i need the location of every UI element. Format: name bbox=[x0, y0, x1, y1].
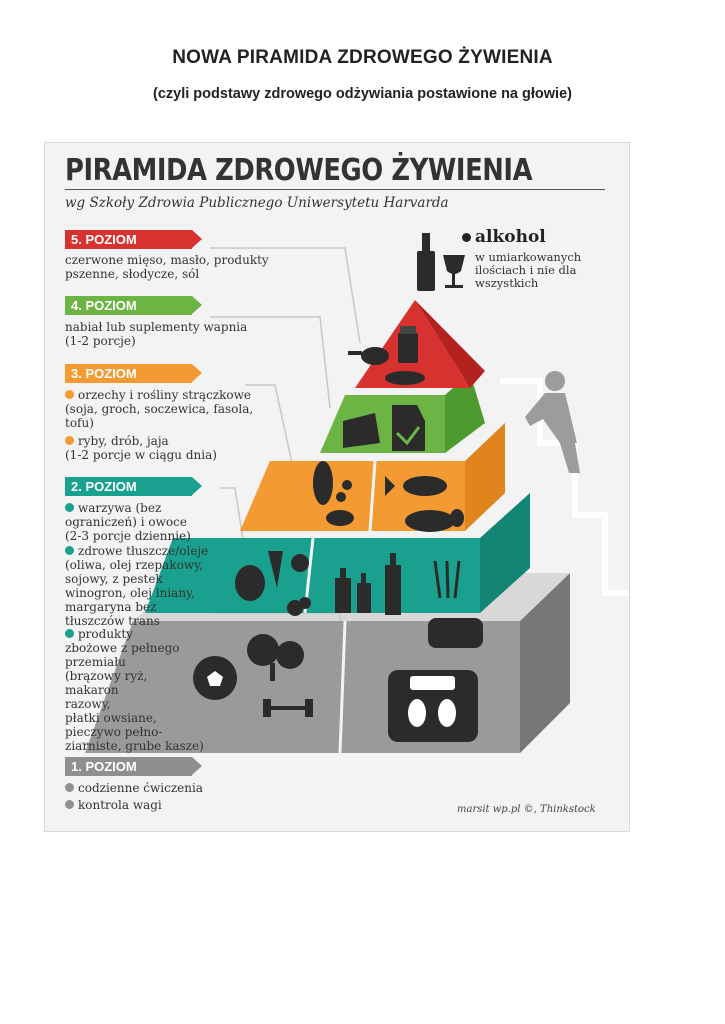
nuts-icon bbox=[326, 510, 354, 526]
level2-item-fats: zdrowe tłuszcze/oleje (oliwa, olej rzepakowy, sojowy, z pestek winogron, olej lniany, margaryna bez tłuszczów trans bbox=[65, 544, 209, 628]
bullet-icon bbox=[65, 503, 74, 512]
alcohol-title: alkohol bbox=[462, 227, 546, 247]
bullet-icon bbox=[65, 390, 74, 399]
level5-label: 5. POZIOM bbox=[71, 232, 137, 247]
image-credit: marsit wp.pl ©, Thinkstock bbox=[457, 804, 596, 815]
infographic-panel bbox=[44, 142, 630, 832]
level3-tag bbox=[65, 364, 192, 383]
title-divider bbox=[65, 189, 605, 190]
chocolate-icon bbox=[398, 326, 418, 363]
level4-label: 4. POZIOM bbox=[71, 298, 137, 313]
level1-label: 1. POZIOM bbox=[71, 759, 137, 774]
level1-items: codzienne ćwiczenia kontrola wagi bbox=[65, 781, 203, 812]
level4-text: nabiał lub suplementy wapnia (1-2 porcje) bbox=[65, 320, 248, 348]
wine-glass-icon bbox=[443, 255, 465, 288]
infographic-subtitle: wg Szkoły Zdrowia Publicznego Uniwersytetu Harvarda bbox=[65, 195, 449, 211]
bathroom-scale-icon bbox=[388, 670, 478, 742]
level3-label: 3. POZIOM bbox=[71, 366, 137, 381]
level1-tag bbox=[65, 757, 192, 776]
alcohol-text: w umiarkowanych ilościach i nie dla wszystkich bbox=[475, 250, 582, 290]
level3-item-nuts: orzechy i rośliny strączkowe (soja, groch, soczewica, fasola, tofu) bbox=[65, 388, 254, 430]
bullet-icon bbox=[65, 546, 74, 555]
bread-slice-icon bbox=[428, 618, 483, 648]
bullet-icon bbox=[65, 800, 74, 809]
bread-loaf-icon bbox=[385, 371, 425, 385]
page-title: NOWA PIRAMIDA ZDROWEGO ŻYWIENIA bbox=[172, 47, 553, 68]
bullet-icon bbox=[462, 233, 471, 242]
page-subtitle: (czyli podstawy zdrowego odżywiania postawione na głowie) bbox=[153, 86, 572, 102]
wine-bottle-icon bbox=[417, 233, 435, 291]
level4-tag bbox=[65, 296, 192, 315]
level5-text: czerwone mięso, masło, produkty pszenne, słodycze, sól bbox=[65, 253, 269, 281]
bullet-icon bbox=[65, 436, 74, 445]
level5-tag bbox=[65, 230, 192, 249]
level2-item-grains: produkty zbożowe z pełnego przemiału (brązowy ryż, makaron razowy, płatki owsiane, pieczywo pełno- ziarniste, grube kasze) bbox=[65, 627, 204, 753]
level2-item-vegetables: warzywa (bez ograniczeń) i owoce (2-3 porcje dziennie) bbox=[65, 501, 191, 543]
meat-leg-icon bbox=[348, 347, 389, 365]
level2-label: 2. POZIOM bbox=[71, 479, 137, 494]
roast-chicken-icon bbox=[405, 510, 455, 532]
level3-item-fish: ryby, drób, jaja (1-2 porcje w ciągu dnia) bbox=[65, 434, 217, 462]
infographic-title: PIRAMIDA ZDROWEGO ŻYWIENIA bbox=[65, 153, 533, 188]
bullet-icon bbox=[65, 629, 74, 638]
level2-tag bbox=[65, 477, 192, 496]
egg-icon bbox=[450, 509, 464, 527]
milk-carton-icon bbox=[392, 405, 425, 451]
climbing-person-icon bbox=[525, 371, 580, 473]
bullet-icon bbox=[65, 783, 74, 792]
